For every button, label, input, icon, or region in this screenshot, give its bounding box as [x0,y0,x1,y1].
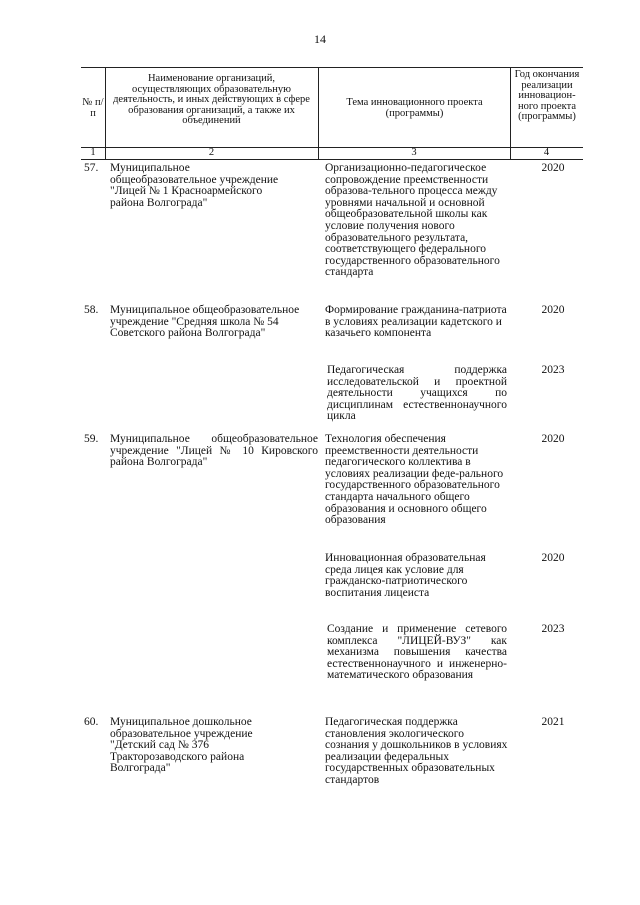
col-divider-1 [105,67,106,159]
completion-year: 2023 [541,623,565,635]
project-theme: Создание и применение сетевого комплекса "ЛИЦЕЙ-ВУЗ" как механизма повышения качества естественнонаучного и инженерно-математического образования [327,623,507,682]
col-divider-3 [510,67,511,159]
project-theme: Педагогическая поддержка становления экологического сознания у дошкольников в условиях реализации федеральных государственных образовательных стандартов [325,716,508,786]
header-year: Год окончания реализации инновацион-ного проекта (программы) [514,69,580,122]
col-divider-2 [318,67,319,159]
row-number: 60. [84,716,99,728]
completion-year: 2020 [541,162,565,174]
organization-name: Муниципальное общеобразовательное учреждение "Лицей № 10 Кировского района Волгограда" [110,433,318,469]
project-theme: Инновационная образовательная среда лицея как условие для гражданско-патриотического воспитания лицеиста [325,552,486,599]
row-number: 59. [84,433,99,445]
organization-name: Муниципальное общеобразовательное учреждение "Лицей № 1 Красноармейского района Волгограда" [110,162,279,209]
row-number: 57. [84,162,99,174]
header-num: № п/п [82,97,104,119]
table-top-border [81,67,583,68]
project-theme: Педагогическая поддержка исследовательской и проектной деятельности учащихся по дисциплинам естественнонаучного цикла [327,364,507,423]
row-number: 58. [84,304,99,316]
colnum-4: 4 [543,147,550,158]
completion-year: 2020 [541,304,565,316]
completion-year: 2021 [541,716,565,728]
project-theme: Технология обеспечения преемственности деятельности педагогического коллектива в условиях реализации феде-рального государственного образовательного стандарта начального общего образования и основного общего образования [325,433,504,527]
header-organization: Наименование организаций, осуществляющих образовательную деятельность, и иных действующих в сфере образования организаций, а также их объединений [113,73,310,126]
colnum-bottom-border [81,159,583,160]
completion-year: 2020 [541,433,565,445]
colnum-1: 1 [90,147,96,158]
colnum-3: 3 [411,147,417,158]
colnum-2: 2 [208,147,215,158]
project-theme: Организационно-педагогическое сопровождение преемственности образова-тельного процесса между уровнями начальной и основной общеобразовательной школы как условие получения нового образовательного результата, соответствующего федерального государственного образовательного стандарта [325,162,500,279]
organization-name: Муниципальное дошкольное образовательное учреждение "Детский сад № 376 Тракторозаводского района Волгограда" [110,716,253,775]
completion-year: 2023 [541,364,565,376]
completion-year: 2020 [541,552,565,564]
organization-name: Муниципальное общеобразовательное учреждение "Средняя школа № 54 Советского района Волгограда" [110,304,300,340]
header-theme: Тема инновационного проекта (программы) [346,97,483,119]
page-number: 14 [314,32,326,46]
project-theme: Формирование гражданина-патриота в условиях реализации кадетского и казачьего компонента [325,304,507,340]
